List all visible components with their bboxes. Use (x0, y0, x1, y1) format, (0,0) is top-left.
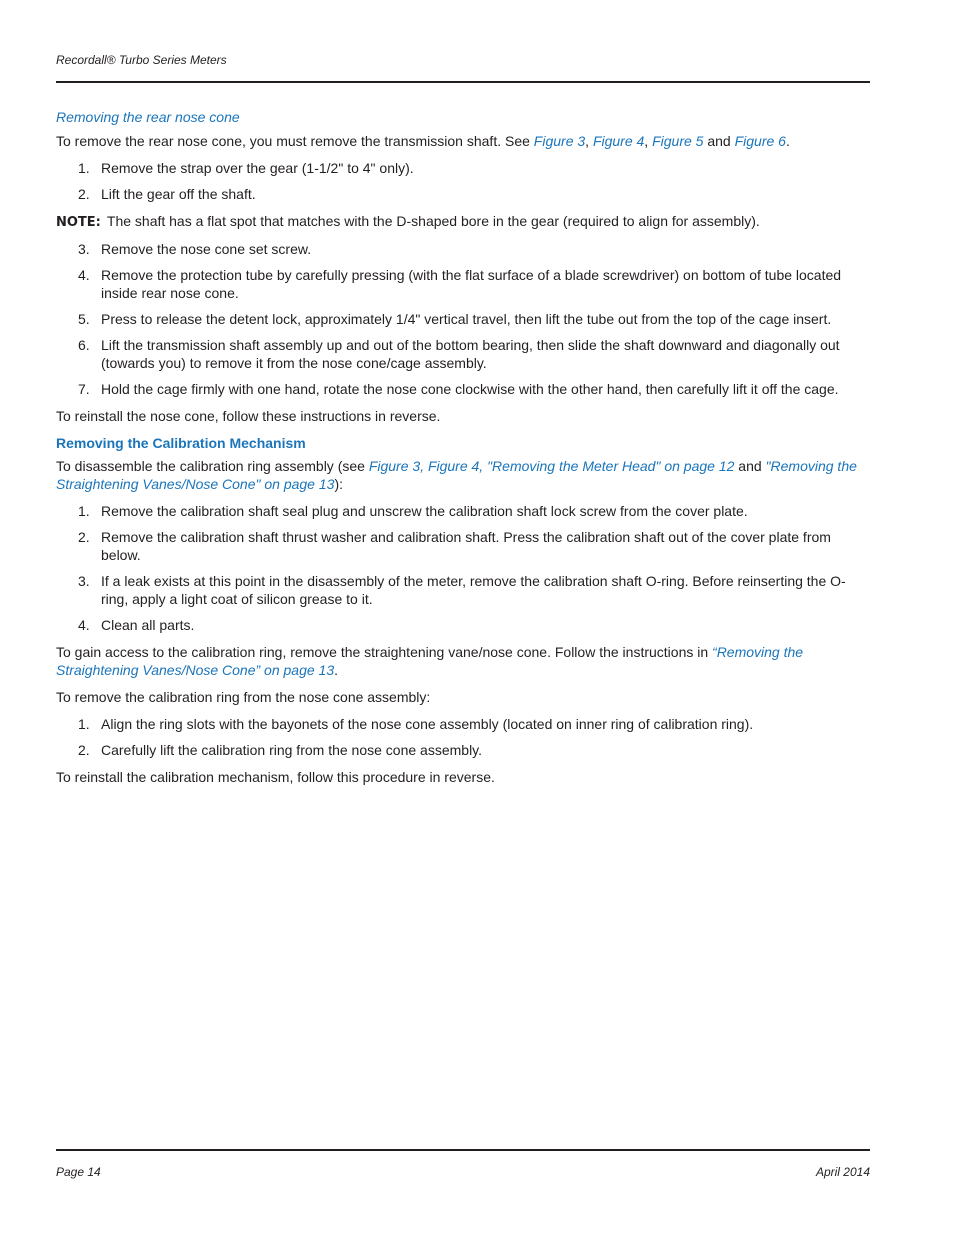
step-number: 3. (78, 241, 90, 257)
step-text: Remove the nose cone set screw. (101, 241, 312, 257)
rear-nose-cone-steps-a (56, 159, 870, 203)
list-item (56, 185, 870, 203)
step-number: 1. (78, 716, 90, 732)
rear-nose-cone-closing: To reinstall the nose cone, follow these instructions in reverse. (56, 408, 441, 424)
list-item (56, 616, 870, 634)
figure-5-link[interactable]: Figure 5 (652, 133, 704, 149)
rear-nose-cone-steps-b (56, 240, 870, 398)
list-item (56, 502, 870, 520)
figure-4-link[interactable]: Figure 4 (592, 133, 645, 149)
separator: , (585, 133, 593, 149)
calibration-closing: To reinstall the calibration mechanism, follow this procedure in reverse. (56, 769, 495, 785)
section-heading-calibration: Removing the Calibration Mechanism (56, 435, 306, 451)
figures-meter-head-link[interactable]: Figure 3, Figure 4, "Removing the Meter Head" on page 12 (368, 458, 735, 474)
step-number: 2. (78, 742, 90, 758)
list-item (56, 159, 870, 177)
section-heading-rear-nose-cone: Removing the rear nose cone (56, 109, 240, 125)
step-text: Align the ring slots with the bayonets of the nose cone assembly (located on inner ring of calibration ring). (101, 716, 754, 732)
step-text: Hold the cage firmly with one hand, rotate the nose cone clockwise with the other hand, then carefully lift it off the cage. (101, 381, 839, 397)
step-number: 3. (78, 573, 90, 589)
list-item (56, 240, 870, 258)
step-text: Press to release the detent lock, approximately 1/4" vertical travel, then lift the tube out from the top of the cage insert. (101, 311, 832, 327)
step-text: If a leak exists at this point in the disassembly of the meter, remove the calibration shaft O-ring. Before reinserting the O-ring, apply a light coat of silicon grease to it. (101, 573, 846, 607)
step-number: 2. (78, 186, 90, 202)
step-text: Remove the protection tube by carefully pressing (with the flat surface of a blade screwdriver) on bottom of tube located inside rear nose cone. (101, 267, 842, 301)
header-rule (56, 81, 870, 83)
list-item (56, 310, 870, 328)
list-item (56, 572, 870, 608)
separator: ): (334, 476, 343, 492)
step-number: 7. (78, 381, 90, 397)
step-text: Remove the strap over the gear (1-1/2" to 4" only). (101, 160, 414, 176)
list-item (56, 715, 870, 733)
list-item (56, 528, 870, 564)
separator: . (785, 133, 790, 149)
straightening-vanes-link[interactable]: “Removing the Straightening Vanes/Nose Cone” on page 13 (56, 644, 804, 678)
separator: , (644, 133, 653, 149)
step-number: 2. (78, 529, 90, 545)
list-item (56, 380, 870, 398)
separator: and (703, 133, 735, 149)
step-number: 5. (78, 311, 90, 327)
rear-nose-cone-intro (56, 132, 870, 150)
calibration-intro (56, 457, 870, 493)
step-text: Lift the transmission shaft assembly up and out of the bottom bearing, then slide the shaft downward and diagonally out (towards you) to remove it from the nose cone/cage assembly. (101, 337, 840, 371)
page-body (56, 108, 870, 795)
note-label: NOTE: (56, 215, 101, 230)
note (56, 212, 870, 232)
step-text: Clean all parts. (101, 617, 195, 633)
step-number: 1. (78, 160, 90, 176)
list-item (56, 266, 870, 302)
calibration-ring-intro: To remove the calibration ring from the nose cone assembly: (56, 689, 431, 705)
access-text: To gain access to the calibration ring, remove the straightening vane/nose cone. Follow the instructions in (56, 644, 713, 660)
step-number: 4. (78, 617, 90, 633)
calibration-ring-steps (56, 715, 870, 759)
footer-date: April 2014 (815, 1165, 870, 1179)
straightening-vanes-link[interactable]: "Removing the Straightening Vanes/Nose Cone" on page 13 (56, 458, 857, 492)
calibration-steps (56, 502, 870, 634)
page-number: Page 14 (56, 1165, 101, 1179)
separator: and (734, 458, 766, 474)
running-header: Recordall® Turbo Series Meters (56, 53, 227, 67)
step-number: 4. (78, 267, 90, 283)
step-text: Remove the calibration shaft thrust washer and calibration shaft. Press the calibration shaft out of the cover plate from below. (101, 529, 831, 563)
list-item (56, 741, 870, 759)
footer-rule (56, 1149, 870, 1151)
note-text: The shaft has a flat spot that matches with the D-shaped bore in the gear (required to align for assembly). (106, 213, 760, 229)
step-text: Lift the gear off the shaft. (101, 186, 256, 202)
figure-6-link[interactable]: Figure 6 (734, 133, 786, 149)
step-number: 1. (78, 503, 90, 519)
step-number: 6. (78, 337, 90, 353)
calibration-access (56, 643, 870, 679)
step-text: Remove the calibration shaft seal plug and unscrew the calibration shaft lock screw from the cover plate. (101, 503, 748, 519)
figure-3-link[interactable]: Figure 3 (533, 133, 586, 149)
intro-text: To remove the rear nose cone, you must remove the transmission shaft. See (56, 133, 534, 149)
separator: . (334, 662, 339, 678)
step-text: Carefully lift the calibration ring from the nose cone assembly. (101, 742, 483, 758)
intro-text: To disassemble the calibration ring assembly (see (56, 458, 369, 474)
list-item (56, 336, 870, 372)
